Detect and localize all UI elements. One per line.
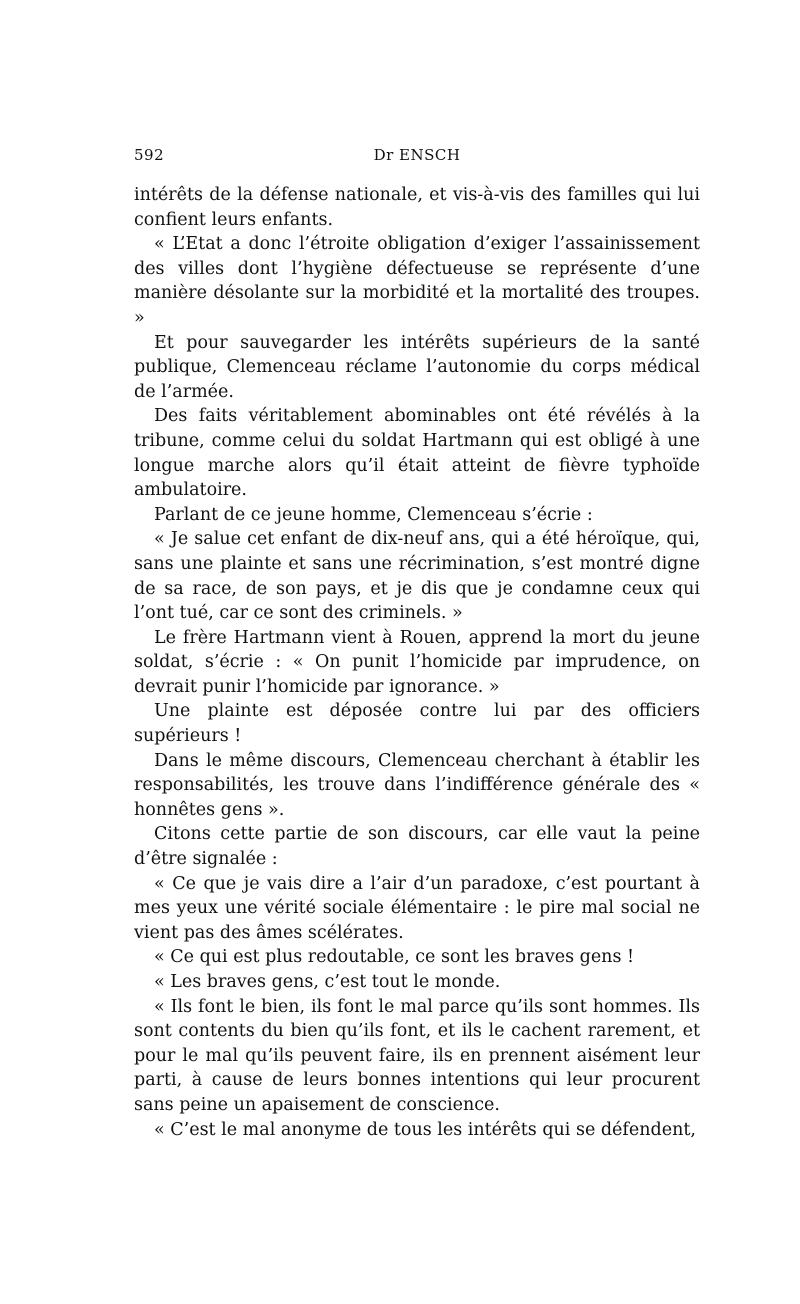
- paragraph: « L’Etat a donc l’étroite obligation d’exiger l’assainissement des villes dont l’hygiène défectueuse se représente d’une manière désolante sur la morbidité et la mortalité des troupes. »: [134, 234, 700, 328]
- running-head: [134, 146, 700, 170]
- paragraph: « Les braves gens, c’est tout le monde.: [154, 972, 501, 992]
- body-text: [134, 183, 700, 1142]
- paragraph: Et pour sauvegarder les intérêts supérieurs de la santé publique, Clemenceau réclame l’autonomie du corps médical de l’armée.: [134, 332, 700, 402]
- paragraph: « Ils font le bien, ils font le mal parce qu’ils sont hommes. Ils sont contents du bien qu’ils font, et ils le cachent rarement, et pour le mal qu’ils peuvent faire, ils en prennent aisément leur parti, à cause de leurs bonnes intentions qui leur procurent sans peine un apaisement de conscience.: [134, 996, 700, 1115]
- paragraph: Le frère Hartmann vient à Rouen, apprend la mort du jeune soldat, s’écrie : « On punit l’homicide par imprudence, on devrait punir l’homicide par ignorance. »: [134, 627, 700, 697]
- paragraph: « C’est le mal anonyme de tous les intérêts qui se défendent,: [154, 1119, 696, 1140]
- paragraph: « Ce que je vais dire a l’air d’un paradoxe, c’est pourtant à mes yeux une vérité sociale élémentaire : le pire mal social ne vient pas des âmes scélérates.: [134, 873, 700, 943]
- paragraph: Des faits véritablement abominables ont été révélés à la tribune, comme celui du soldat Hartmann qui est obligé à une longue marche alors qu’il était atteint de fièvre typhoïde ambulatoire.: [134, 406, 700, 501]
- paragraph: « Je salue cet enfant de dix-neuf ans, qui a été héroïque, qui, sans une plainte et sans une récrimination, s’est montré digne de sa race, de son pays, et je dis que je condamne ceux qui l’ont tué, car ce sont des criminels. »: [134, 529, 700, 624]
- paragraph: Parlant de ce jeune homme, Clemenceau s’écrie :: [154, 504, 593, 525]
- page-number: 592: [134, 146, 165, 164]
- paragraph: Dans le même discours, Clemenceau cherchant à établir les responsabilités, les trouve dans l’indifférence générale des « honnêtes gens ».: [134, 750, 700, 820]
- paragraph: « Ce qui est plus redoutable, ce sont les braves gens !: [154, 947, 635, 968]
- running-title: Dr ENSCH: [373, 146, 461, 164]
- paragraph: Une plainte est déposée contre lui par des officiers supérieurs !: [134, 701, 700, 747]
- paragraph: Citons cette partie de son discours, car elle vaut la peine d’être signalée :: [134, 824, 700, 870]
- paragraph: intérêts de la défense nationale, et vis-à-vis des familles qui lui confient leurs enfants.: [134, 185, 700, 230]
